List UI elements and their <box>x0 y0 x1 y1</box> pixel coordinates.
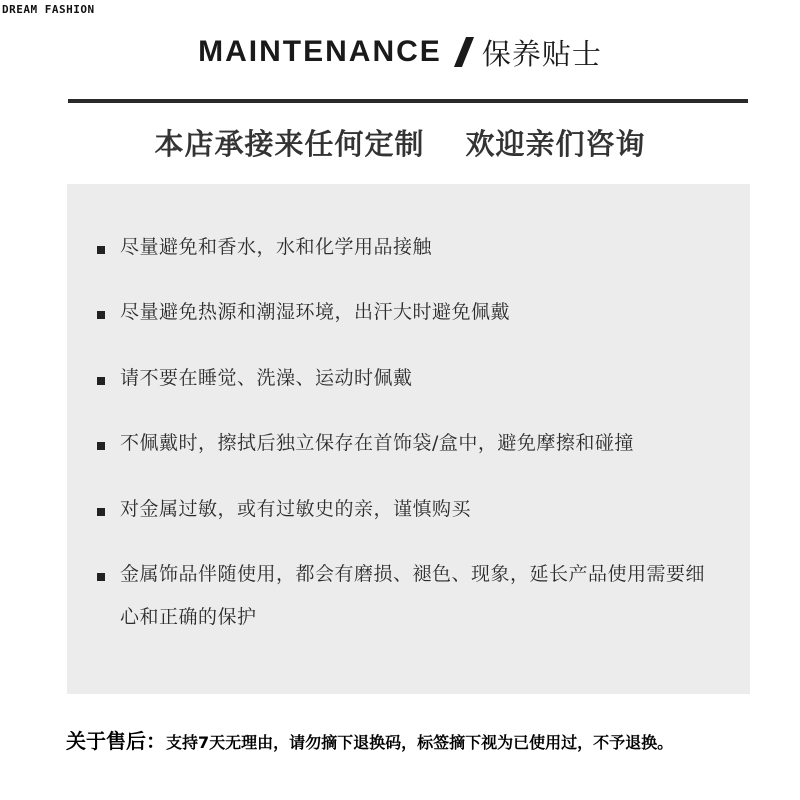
bullet-square-icon <box>97 508 105 516</box>
tip-item <box>97 367 717 400</box>
bullet-square-icon <box>97 573 105 581</box>
title-chinese: 保养贴士 <box>481 36 602 71</box>
bullet-square-icon <box>97 377 105 385</box>
custom-order-banner: 本店承接来任何定制 欢迎亲们咨询 <box>154 127 646 161</box>
tip-text: 尽量避免热源和潮湿环境，出汗大时避免佩戴 <box>120 301 511 323</box>
after-sales-note <box>66 725 786 754</box>
bullet-square-icon <box>97 311 105 319</box>
tip-text: 不佩戴时，擦拭后独立保存在首饰袋/盒中，避免摩擦和碰撞 <box>120 432 634 454</box>
tip-item <box>97 301 717 334</box>
bullet-square-icon <box>97 246 105 254</box>
tip-text: 请不要在睡觉、洗澡、运动时佩戴 <box>120 367 413 389</box>
page-header <box>0 30 800 74</box>
tip-item <box>97 563 717 639</box>
care-tips-panel <box>67 184 750 694</box>
tip-text: 金属饰品伴随使用，都会有磨损、褪色、现象，延长产品使用需要细心和正确的保护 <box>120 563 706 628</box>
tip-item <box>97 236 717 269</box>
tip-text: 对金属过敏，或有过敏史的亲，谨慎购买 <box>120 498 472 520</box>
header-rule <box>68 99 748 103</box>
tip-text: 尽量避免和香水，水和化学用品接触 <box>120 236 433 258</box>
brand-name: DREAM FASHION <box>2 3 95 16</box>
tip-item <box>97 498 717 531</box>
title-english: MAINTENANCE <box>198 35 442 68</box>
bullet-square-icon <box>97 442 105 450</box>
after-sales-policy: 支持7天无理由，请勿摘下退换码，标签摘下视为已使用过，不予退换。 <box>166 733 674 752</box>
slash-divider <box>454 37 474 67</box>
tip-item <box>97 432 717 465</box>
after-sales-label: 关于售后： <box>66 729 166 753</box>
